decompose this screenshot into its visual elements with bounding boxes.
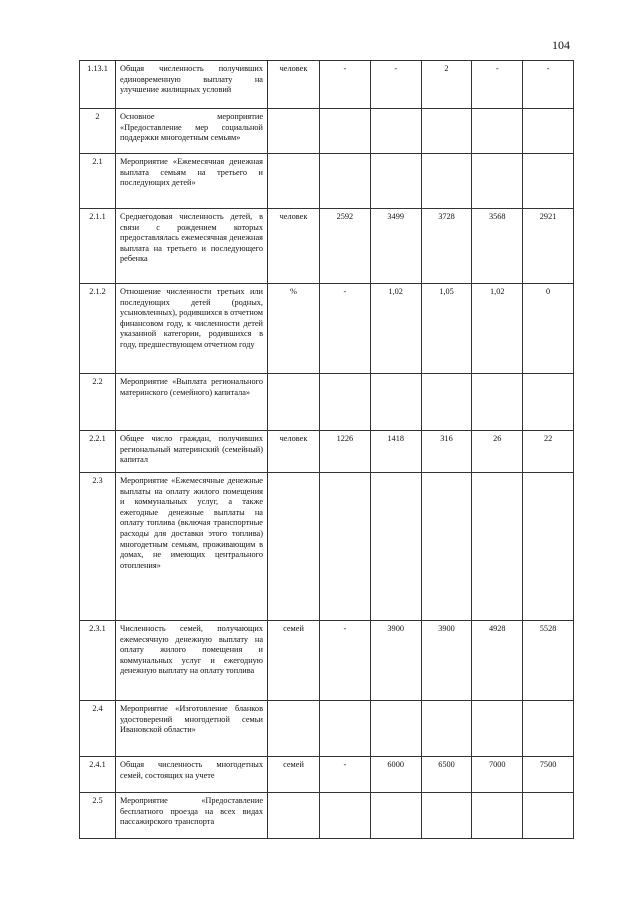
row-value-1 — [320, 473, 371, 621]
row-description: Общая численность многодетных семей, состоящих на учете — [116, 757, 268, 793]
row-unit — [268, 701, 320, 757]
table-row — [80, 757, 574, 793]
row-description: Численность семей, получающих ежемесячную денежную выплату на оплату жилого помещения и коммунальных услуг и ежегодную денежную выплату на оплату топлива — [116, 621, 268, 701]
row-number: 2.1 — [80, 154, 116, 209]
row-unit: семей — [268, 621, 320, 701]
row-number: 2.3.1 — [80, 621, 116, 701]
indicator-table — [79, 60, 574, 839]
row-value-4 — [472, 374, 523, 431]
table-row — [80, 473, 574, 621]
row-description: Общее число граждан, получивших региональный материнский (семейный) капитал — [116, 431, 268, 473]
row-unit: семей — [268, 757, 320, 793]
row-value-3: 1,05 — [421, 284, 472, 374]
row-unit — [268, 473, 320, 621]
row-value-1 — [320, 793, 371, 839]
row-value-3 — [421, 473, 472, 621]
row-number: 2.3 — [80, 473, 116, 621]
row-value-5 — [523, 154, 574, 209]
row-value-4 — [472, 154, 523, 209]
row-value-5: - — [523, 61, 574, 109]
row-value-2 — [370, 374, 421, 431]
row-unit: человек — [268, 431, 320, 473]
row-description: Мероприятие «Изготовление бланков удостоверений многодетной семьи Ивановской области» — [116, 701, 268, 757]
row-number: 2.1.1 — [80, 209, 116, 284]
row-value-5 — [523, 793, 574, 839]
row-value-4: 1,02 — [472, 284, 523, 374]
row-value-1: - — [320, 621, 371, 701]
row-value-2: 3900 — [370, 621, 421, 701]
row-value-2: 1418 — [370, 431, 421, 473]
row-value-3 — [421, 109, 472, 154]
row-value-1 — [320, 701, 371, 757]
row-value-5 — [523, 701, 574, 757]
row-value-5: 7500 — [523, 757, 574, 793]
row-number: 2.5 — [80, 793, 116, 839]
table-row — [80, 284, 574, 374]
row-value-4 — [472, 109, 523, 154]
row-value-1: - — [320, 284, 371, 374]
row-value-4 — [472, 701, 523, 757]
row-value-1: - — [320, 61, 371, 109]
row-value-2: 1,02 — [370, 284, 421, 374]
row-value-2: 3499 — [370, 209, 421, 284]
row-number: 1.13.1 — [80, 61, 116, 109]
row-number: 2.2.1 — [80, 431, 116, 473]
row-value-3 — [421, 374, 472, 431]
table-row — [80, 621, 574, 701]
row-value-1 — [320, 109, 371, 154]
row-unit — [268, 793, 320, 839]
row-value-5 — [523, 109, 574, 154]
row-description: Мероприятие «Предоставление бесплатного проезда на всех видах пассажирского транспорта — [116, 793, 268, 839]
row-value-4: 4928 — [472, 621, 523, 701]
table-row — [80, 431, 574, 473]
table-body — [80, 61, 574, 839]
row-value-1 — [320, 154, 371, 209]
table-row — [80, 701, 574, 757]
row-description: Отношение численности третьих или последующих детей (родных, усыновленных), родившихся в отчетном финансовом году, к численности детей указанной категории, родившихся в году, предшествующем отчетном году — [116, 284, 268, 374]
row-value-3: 316 — [421, 431, 472, 473]
row-unit — [268, 154, 320, 209]
row-number: 2.4.1 — [80, 757, 116, 793]
row-value-4: 26 — [472, 431, 523, 473]
row-unit: человек — [268, 61, 320, 109]
row-description: Мероприятие «Ежемесячные денежные выплаты на оплату жилого помещения и коммунальных услуг, а также ежегодные денежные выплаты на оплату топлива (включая транспортные расходы для доставки этого топлива) многодетным семьям, проживающим в домах, не имеющих центрального отопления» — [116, 473, 268, 621]
row-value-4 — [472, 793, 523, 839]
row-value-4: - — [472, 61, 523, 109]
row-number: 2.2 — [80, 374, 116, 431]
row-value-5 — [523, 473, 574, 621]
row-value-3: 6500 — [421, 757, 472, 793]
table-row — [80, 209, 574, 284]
row-value-2: - — [370, 61, 421, 109]
table-row — [80, 109, 574, 154]
table-row — [80, 793, 574, 839]
row-number: 2.4 — [80, 701, 116, 757]
row-description: Мероприятие «Выплата регионального материнского (семейного) капитала» — [116, 374, 268, 431]
row-unit — [268, 109, 320, 154]
row-value-2 — [370, 701, 421, 757]
row-value-4: 7000 — [472, 757, 523, 793]
row-value-5: 0 — [523, 284, 574, 374]
row-value-4 — [472, 473, 523, 621]
table-row — [80, 374, 574, 431]
row-unit — [268, 374, 320, 431]
row-value-1: 1226 — [320, 431, 371, 473]
row-description: Мероприятие «Ежемесячная денежная выплата семьям на третьего и последующих детей» — [116, 154, 268, 209]
row-value-2 — [370, 473, 421, 621]
row-value-1 — [320, 374, 371, 431]
row-value-2 — [370, 109, 421, 154]
row-value-3: 3728 — [421, 209, 472, 284]
row-description: Общая численность получивших единовременную выплату на улучшение жилищных условий — [116, 61, 268, 109]
row-value-2 — [370, 793, 421, 839]
row-value-1: 2592 — [320, 209, 371, 284]
row-value-3: 2 — [421, 61, 472, 109]
row-value-4: 3568 — [472, 209, 523, 284]
row-value-3 — [421, 701, 472, 757]
row-value-3 — [421, 154, 472, 209]
page-number: 104 — [552, 38, 570, 52]
row-number: 2.1.2 — [80, 284, 116, 374]
row-value-5: 2921 — [523, 209, 574, 284]
table-row — [80, 61, 574, 109]
row-value-3: 3900 — [421, 621, 472, 701]
row-value-3 — [421, 793, 472, 839]
row-description: Основное мероприятие «Предоставление мер социальной поддержки многодетным семьям» — [116, 109, 268, 154]
row-description: Среднегодовая численность детей, в связи с рождением которых предоставлялась ежемесячная денежная выплата на третьего и последующего ребенка — [116, 209, 268, 284]
table-row — [80, 154, 574, 209]
row-value-2: 6000 — [370, 757, 421, 793]
row-value-5: 5528 — [523, 621, 574, 701]
row-unit: человек — [268, 209, 320, 284]
row-value-5 — [523, 374, 574, 431]
row-value-2 — [370, 154, 421, 209]
row-number: 2 — [80, 109, 116, 154]
row-unit: % — [268, 284, 320, 374]
row-value-5: 22 — [523, 431, 574, 473]
row-value-1: - — [320, 757, 371, 793]
